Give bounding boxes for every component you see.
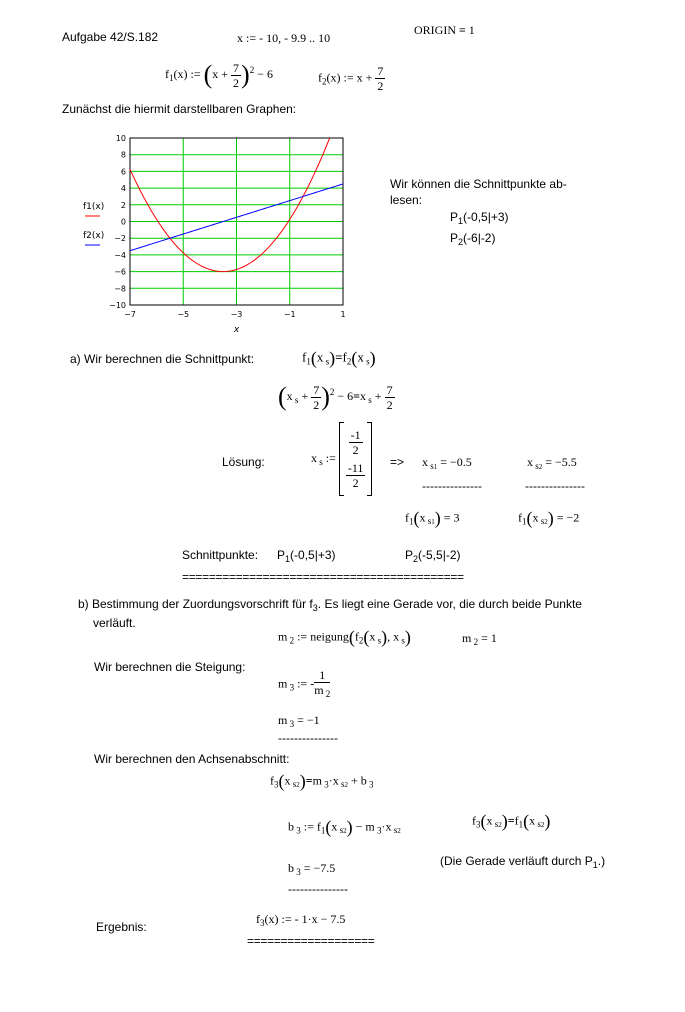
y-tick-label: 6 [120,167,126,177]
solution-label: Lösung: [222,455,265,469]
x-tick-label: −5 [177,310,190,319]
page-title: Aufgabe 42/S.182 [62,30,159,44]
x-tick-label: −3 [230,310,243,319]
m3-definition: m $_3$ := - $\frac{1}{m _2}$ [278,668,331,699]
achsenabschnitt-label: Wir berechnen den Achsenabschnitt: [94,752,290,766]
separator-rule: ========================================== [182,570,464,584]
f1-definition: $f_1(x)$ := (x + $\frac{7}{2}$ )$^2$ − 6 [165,60,273,90]
equation-f1-eq-f2: $f_1(x$ $_s)=f_2(x$ $_s$) [302,348,376,368]
schnittpunkt-p2: $P_2(-5,5|-2)$ [405,548,461,564]
xs2-result: x $_{s2}$ = −5.5 [527,455,577,471]
steigung-label: Wir berechnen die Steigung: [94,660,246,674]
f3-equation: $f_3(x$ $_{s2}$)=m $_3$·x $_{s2}$ + b $_3$ [270,771,374,791]
line-passes-note: (Die Gerade verläuft durch $P_1$.) [440,854,606,870]
ergebnis-label: Ergebnis: [96,920,147,934]
m3-result: m $_3$ = −1 [278,713,320,729]
y-tick-label: 4 [120,184,126,194]
range-definition: x := - 10, - 9.9 .. 10 [237,31,331,45]
y-tick-label: −4 [114,250,126,260]
schnittpunkt-p1: $P_1(-0,5|+3)$ [277,548,336,564]
b3-definition: b $_3$ := $f_1(x$ $_{s2}$) − m $_3$·x $_{s2}$ [288,817,401,837]
part-b-line-1: b) Bestimmung der Zuordungsvorschrift für $f_3$. Es liegt eine Gerade vor, die durch beide Punkte [78,597,582,613]
origin-definition: ORIGIN ≡ 1 [414,23,475,37]
x-axis-label: x [233,325,240,335]
equation-expanded: (x $_s$ + $\frac{7}{2}$ )$^2$ − 6=x $_s$ + $\frac{7}{2}$ [278,382,393,412]
schnittpunkte-label: Schnittpunkte: [182,548,259,562]
y-tick-label: −8 [114,284,126,294]
underline-xs1: --------------- [422,479,482,493]
readoff-line-2: lesen: [390,193,423,207]
x-tick-label: −1 [283,310,296,319]
f3-result: $f_3(x)$ := - 1·x − 7.5 [256,912,346,928]
f1-xs1-result: $f_1(x$ $_{s1}$) = 3 [405,508,460,528]
underline-m3: --------------- [278,731,338,745]
solution-vector: x $_s$ := $\frac{-1}{2}$ $\frac{-11}{2}$ [311,422,372,496]
f3-eq-f1-check: $f_3(x$ $_{s2})=f_1(x$ $_{s2}$) [472,811,551,831]
y-tick-label: −2 [114,234,126,244]
implies-arrow: => [390,455,405,469]
function-graph [80,130,365,340]
y-tick-label: 0 [120,217,126,227]
y-tick-label: 2 [120,200,126,210]
y-tick-label: 10 [115,134,126,143]
part-b-line-2: verläuft. [93,616,136,630]
m2-result: m $_2$ = 1 [462,631,497,647]
y-tick-label: −6 [114,267,126,277]
legend-f1-label: f1(x) [83,202,105,212]
f2-definition: $f_2(x)$ := x + $\frac{7}{2}$ [318,64,384,93]
readoff-p2: $P_2(-6|-2)$ [450,231,496,247]
b3-result: b $_3$ = −7.5 [288,861,336,877]
m2-definition: m $_2$ := $neigung(f_2(x$ $_s$), x $_s$) [278,627,411,647]
readoff-p1: $P_1(-0,5|+3)$ [450,210,509,226]
part-a-label: a) Wir berechnen die Schnittpunkt: [70,352,255,366]
x-tick-label: 1 [340,310,346,319]
xs1-result: x $_{s1}$ = −0.5 [422,455,472,471]
legend-f2-label: f2(x) [83,231,105,241]
readoff-line-1: Wir können die Schnittpunkte ab- [390,177,567,191]
final-rule: =================== [247,934,375,948]
underline-xs2: --------------- [525,479,585,493]
f1-xs2-result: $f_1(x$ $_{s2}$) = −2 [518,508,580,528]
underline-b3: --------------- [288,882,348,896]
y-tick-label: −10 [109,301,126,310]
y-tick-label: 8 [120,150,126,160]
intro-text: Zunächst die hiermit darstellbaren Graphen: [62,102,297,116]
x-tick-label: −7 [124,310,136,319]
